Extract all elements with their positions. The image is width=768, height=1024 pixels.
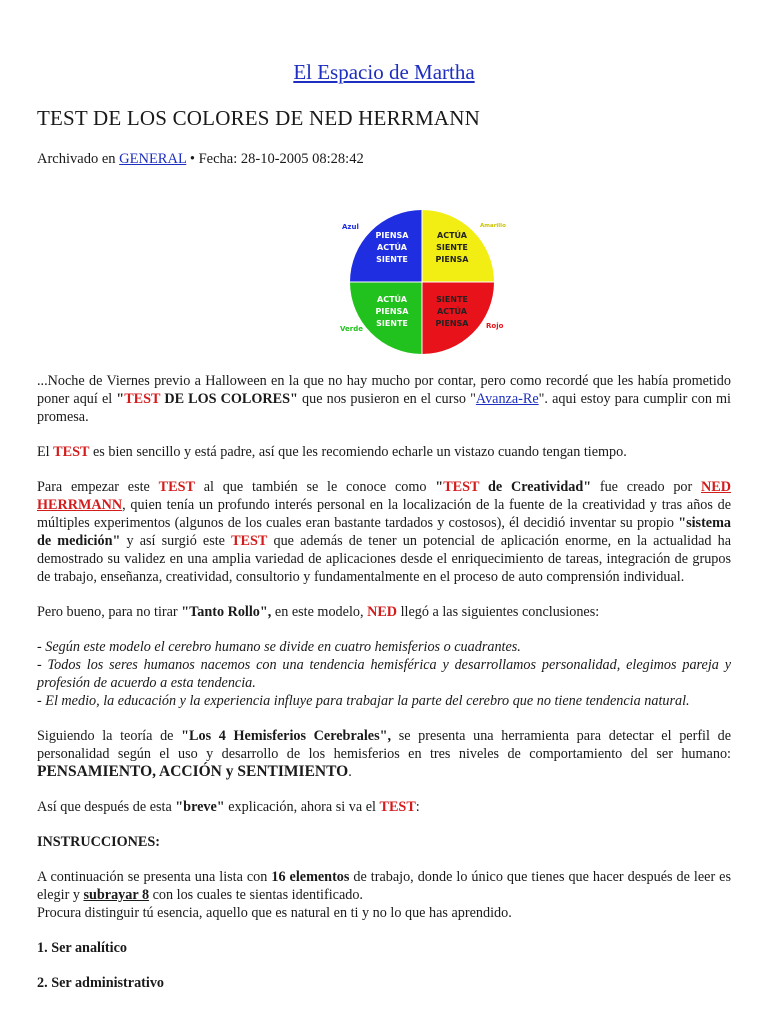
origin-sistema: "sistema de medición" [37,515,731,549]
instr-text-2: de trabajo, donde lo único que tienes que hacer después de leer es elegir y [37,869,731,903]
origin-test-1: TEST [158,479,195,495]
test-intro-text: Así que después de esta [37,799,176,815]
paragraph-simple [37,443,731,461]
color-quadrant-diagram [302,200,512,360]
origin-creatividad: de Creatividad" [479,479,592,495]
origin-test-2: TEST [443,479,480,495]
conc-ned: NED [367,604,398,620]
green-word-1: ACTÚA [377,295,407,304]
theory-hemisferios: "Los 4 Hemisferios Cerebrales", [181,728,392,744]
paragraph-origin [37,478,731,586]
avanza-re-link[interactable]: Avanza-Re [475,391,539,407]
origin-text-4: , quien tenía un profundo interés personal en la localización de la fuente de la creatividad y tras años de múltiples experimentos (algunos de los cuales eran bastante tardados y costosos), él decidió inventar su propio [37,497,731,531]
intro-colores: DE LOS COLORES" [160,391,298,407]
blue-word-1: PIENSA [375,231,409,240]
yellow-word-1: ACTÚA [437,231,467,240]
post-body [37,372,731,1009]
intro-text-3: ". aqui estoy para cumplir con mi promesa. [37,391,732,425]
green-word-2: PIENSA [375,307,409,316]
test-intro-test: TEST [379,799,416,815]
blue-word-3: SIENTE [376,255,408,264]
site-title-link[interactable]: El Espacio de Martha [293,60,475,84]
paragraph-test-intro [37,798,731,816]
intro-quote: " [116,391,125,407]
conclusion-item: - Según este modelo el cerebro humano se divide en cuatro hemisferios o cuadrantes. [37,639,521,655]
paragraph-theory [37,727,731,781]
quadrant-green [350,282,422,354]
conc-rollo: "Tanto Rollo", [181,604,272,620]
category-link[interactable]: GENERAL [119,151,187,167]
label-verde: Verde [340,325,363,333]
yellow-word-2: SIENTE [436,243,468,252]
conc-text-3: llegó a las siguientes conclusiones: [397,604,600,620]
site-title [37,60,731,85]
origin-text-2: al que también se le conoce como [194,479,436,495]
paragraph-conclusions-intro [37,603,731,621]
label-amarillo: Amarillo [480,223,506,229]
quadrant-red [422,282,494,354]
test-item: 2. Ser administrativo [37,975,165,991]
origin-text-3: fue creado por [591,479,702,495]
simple-text: El [37,444,54,460]
instr-16: 16 elementos [271,869,350,885]
red-word-2: ACTÚA [437,307,467,316]
simple-test: TEST [53,444,90,460]
theory-period: . [348,764,352,780]
label-azul: Azul [342,223,359,231]
post-date: • Fecha: 28-10-2005 08:28:42 [189,151,364,167]
paragraph-intro [37,372,731,426]
ned-herrmann-link[interactable]: NED HERRMANN [37,479,731,513]
origin-text: Para empezar este [37,479,159,495]
conc-text-2: en este modelo, [271,604,368,620]
simple-text-2: es bien sencillo y está padre, así que les recomiendo echarle un vistazo cuando tengan tiempo. [89,444,627,460]
paragraph-instructions [37,868,731,922]
theory-text: Siguiendo la teoría de [37,728,182,744]
conclusion-item: - Todos los seres humanos nacemos con una tendencia hemisférica y desarrollamos personalidad, elegimos pareja y profesión de acuerdo a esta tendencia. [37,657,731,691]
origin-test-3: TEST [231,533,268,549]
intro-text: ...Noche de Viernes previo a Halloween en la que no hay mucho por contar, pero como recordé que les había prometido poner aquí el [37,373,731,407]
test-intro-text-2: explicación, ahora si va el [224,799,380,815]
conc-text: Pero bueno, para no tirar [37,604,182,620]
label-rojo: Rojo [486,322,504,330]
test-item: 1. Ser analítico [37,940,127,956]
red-word-1: SIENTE [436,295,468,304]
blue-word-2: ACTÚA [377,243,407,252]
test-intro-breve: "breve" [175,799,225,815]
post-meta [37,151,364,168]
test-intro-colon: : [415,799,420,815]
instructions-heading: INSTRUCCIONES: [37,834,160,850]
origin-text-5: y así surgió este [120,533,232,549]
origin-quote: " [435,479,444,495]
theory-levels: PENSAMIENTO, ACCIÓN y SENTIMIENTO [37,763,349,780]
quadrant-svg [302,200,512,360]
red-word-3: PIENSA [435,319,469,328]
instr-text-3: con los cuales te sientas identificado. [149,887,363,903]
post-title: TEST DE LOS COLORES DE NED HERRMANN [37,106,480,130]
instr-text: A continuación se presenta una lista con [37,869,272,885]
conclusions-list [37,638,731,710]
origin-text-6: que además de tener un potencial de aplicación enorme, en la actualidad ha demostrado su validez en una amplia variedad de aplicaciones desde el enriquecimiento de tareas, integración de grupos de trabajo, enseñanza, creatividad, consultorio y fundamentalmente en el proceso de auto comprensión individual. [37,533,731,585]
instr-subrayar: subrayar 8 [83,887,150,903]
intro-test: TEST [124,391,161,407]
theory-text-2: se presenta una herramienta para detectar el perfil de personalidad según el uso y desarrollo de los hemisferios en tres niveles de comportamiento del ser humano: [37,728,731,762]
instr-text-4: Procura distinguir tú esencia, aquello que es natural en ti y no lo que has aprendido. [37,905,512,921]
yellow-word-3: PIENSA [435,255,469,264]
conclusion-item: - El medio, la educación y la experiencia influye para trabajar la parte del cerebro que no tiene tendencia natural. [37,693,690,709]
archived-label: Archivado en [37,151,116,167]
intro-text-2: que nos pusieron en el curso " [297,391,476,407]
green-word-3: SIENTE [376,319,408,328]
